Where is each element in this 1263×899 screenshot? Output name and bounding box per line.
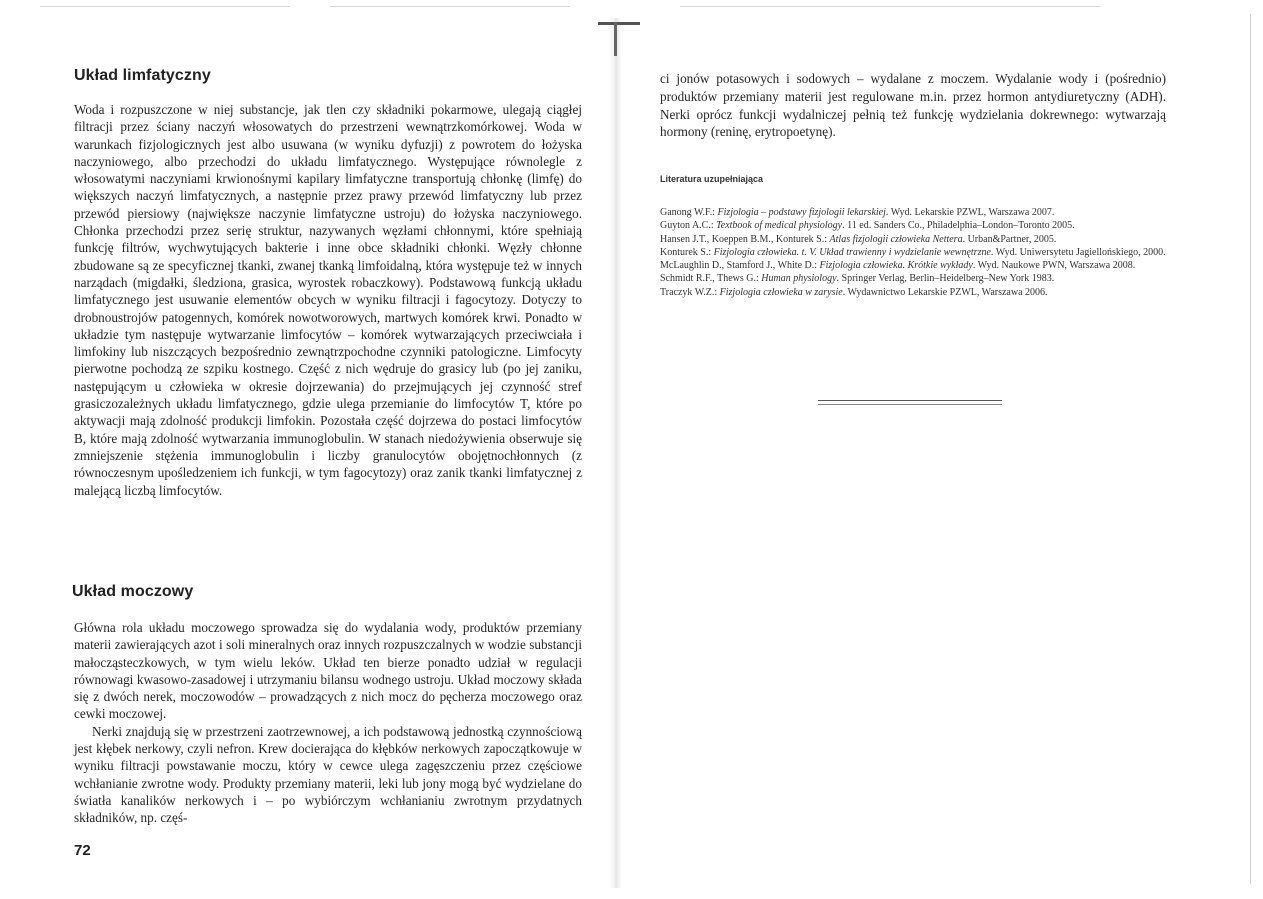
reference-item: Konturek S.: Fizjologia człowieka. t. V. Układ trawienny i wydzielanie wewnętrzne. Wyd. Uniwersytetu Jagiellońskiego, 2000. <box>660 246 1166 258</box>
paragraph-text: Nerki znajdują się w przestrzeni zaotrzewnowej, a ich podstawową jednostką czynnościową jest kłębek nerkowy, czyli nefron. Krew docierająca do kłębków nerkowych zapoczątkowuje w wyniku filtracji powstawanie moczu, który w cewce ulega zagęszczeniu przez częściowe wchłanianie zwrotne wody. Produkty przemiany materii, leki lub jony mogą być wydzielane do światła kanalików nerkowych i – po wybiórczym wchłanianiu zwrotnym przydatnych składników, np. częś- <box>74 723 582 826</box>
end-divider <box>818 400 1002 401</box>
reference-item: Hansen J.T., Koeppen B.M., Konturek S.: Atlas fizjologii człowieka Nettera. Urban&Partner, 2005. <box>660 233 1057 245</box>
left-page <box>0 0 615 899</box>
reference-item: Guyton A.C.: Textbook of medical physiology. 11 ed. Sanders Co., Philadelphia–London–Toronto 2005. <box>660 220 1075 232</box>
end-divider <box>818 404 1002 405</box>
reference-item: Ganong W.F.: Fizjologia – podstawy fizjologii lekarskiej. Wyd. Lekarskie PZWL, Warszawa 2007. <box>660 207 1055 218</box>
literature-heading: Literatura uzupełniająca <box>660 174 764 184</box>
section-title-lymphatic: Układ limfatyczny <box>74 67 211 84</box>
page-number: 72 <box>74 842 91 859</box>
references-list <box>660 206 1170 299</box>
right-page <box>615 0 1263 899</box>
paragraph-text: ci jonów potasowych i sodowych – wydalane z moczem. Wydalanie wody i (pośrednio) produktów przemiany materii jest regulowane m.in. przez hormon antydiuretyczny (ADH). Nerki oprócz funkcji wydalniczej pełnią też funkcję wydzielania dokrewnego: wytwarzają hormony (reninę, erytropoetynę). <box>660 71 1166 140</box>
urinary-paragraphs <box>74 619 582 827</box>
lymphatic-paragraph <box>74 101 582 499</box>
paragraph-text: Woda i rozpuszczone w niej substancje, jak tlen czy składniki pokarmowe, ulegają ciągłej filtracji przez ściany naczyń włosowatych do przestrzeni wewnątrzkomórkowej. Woda w warunkach fizjologicznych jest albo usuwana (w wyniku dyfuzji) z powrotem do łożyska naczyniowego, albo przechodzi do układu limfatycznego. Występujące równolegle z włosowatymi naczyniami krwionośnymi kapilary limfatyczne transportują chłonkę (limfę) do większych naczyń limfatycznych, a następnie przez prawy przewód limfatyczny lub przez przewód piersiowy (największe naczynie limfatyczne ustroju) do łożyska naczyniowego. Chłonka przechodzi przez serię struktur, nazywanych węzłami chłonnymi, które spełniają funkcję filtrów, wychwytujących bakterie i inne obce składniki chłonki. Węzły chłonne zbudowane są ze specyficznej tkanki, zwanej tkanką limfoidalną, która występuje też w innych narządach (migdałki, śledziona, grasica, wyrostek robaczkowy). Podstawową funkcją układu limfatycznego jest usuwanie elementów obcych w wyniku filtracji i fagocytozy. Dotyczy to drobnoustrojów patogennych, komórek nowotworowych, martwych komórek krwi. Ponadto w układzie tym następuje wytwarzanie limfocytów – komórek wytwarzających przeciwciała i limfokiny lub niszczących bezpośrednio zewnątrzpochodne czynniki patologiczne. Limfocyty pierwotne pochodzą ze szpiku kostnego. Część z nich wędruje do grasicy lub (po jej zaniku, następującym u człowieka w okresie dojrzewania) do przejmujących jej czynność stref grasiczozależnych układu limfatycznego, gdzie ulega przemianie do limfocytów T, które po aktywacji mają zdolność produkcji limfokin. Pozostała część dojrzewa do postaci limfocytów B, które mają zdolność wytwarzania immunoglobulin. W stanach niedożywienia obserwuje się zmniejszenie stężenia immunoglobulin i liczby granulocytów obojętnochłonnych (z równoczesnym upośledzeniem ich funkcji, w tym fagocytozy) oraz zanik tkanki limfatycznej z malejącą liczbą limfocytów. <box>74 102 582 498</box>
reference-item: Traczyk W.Z.: Fizjologia człowieka w zarysie. Wydawnictwo Lekarskie PZWL, Warszawa 2006. <box>660 286 1048 298</box>
urinary-continuation <box>660 70 1166 141</box>
reference-item: McLaughlin D., Stamford J., White D.: Fizjologia człowieka. Krótkie wykłady. Wyd. Naukowe PWN, Warszawa 2008. <box>660 260 1136 272</box>
section-title-urinary: Układ moczowy <box>72 583 194 600</box>
reference-item: Schmidt R.F., Thews G.: Human physiology. Springer Verlag, Berlin–Heidelberg–New York 1983. <box>660 273 1055 285</box>
paragraph-text: Główna rola układu moczowego sprowadza się do wydalania wody, produktów przemiany materii zawierających azot i soli mineralnych oraz innych rozpuszczalnych w wodzie substancji małocząsteczkowych, w tym wielu leków. Układ ten bierze ponadto udział w regulacji równowagi kwasowo-zasadowej i utrzymaniu bilansu wodnego ustroju. Układ moczowy składa się z dwóch nerek, moczowodów – prowadzących z nich mocz do pęcherza moczowego oraz cewki moczowej. <box>74 620 582 722</box>
